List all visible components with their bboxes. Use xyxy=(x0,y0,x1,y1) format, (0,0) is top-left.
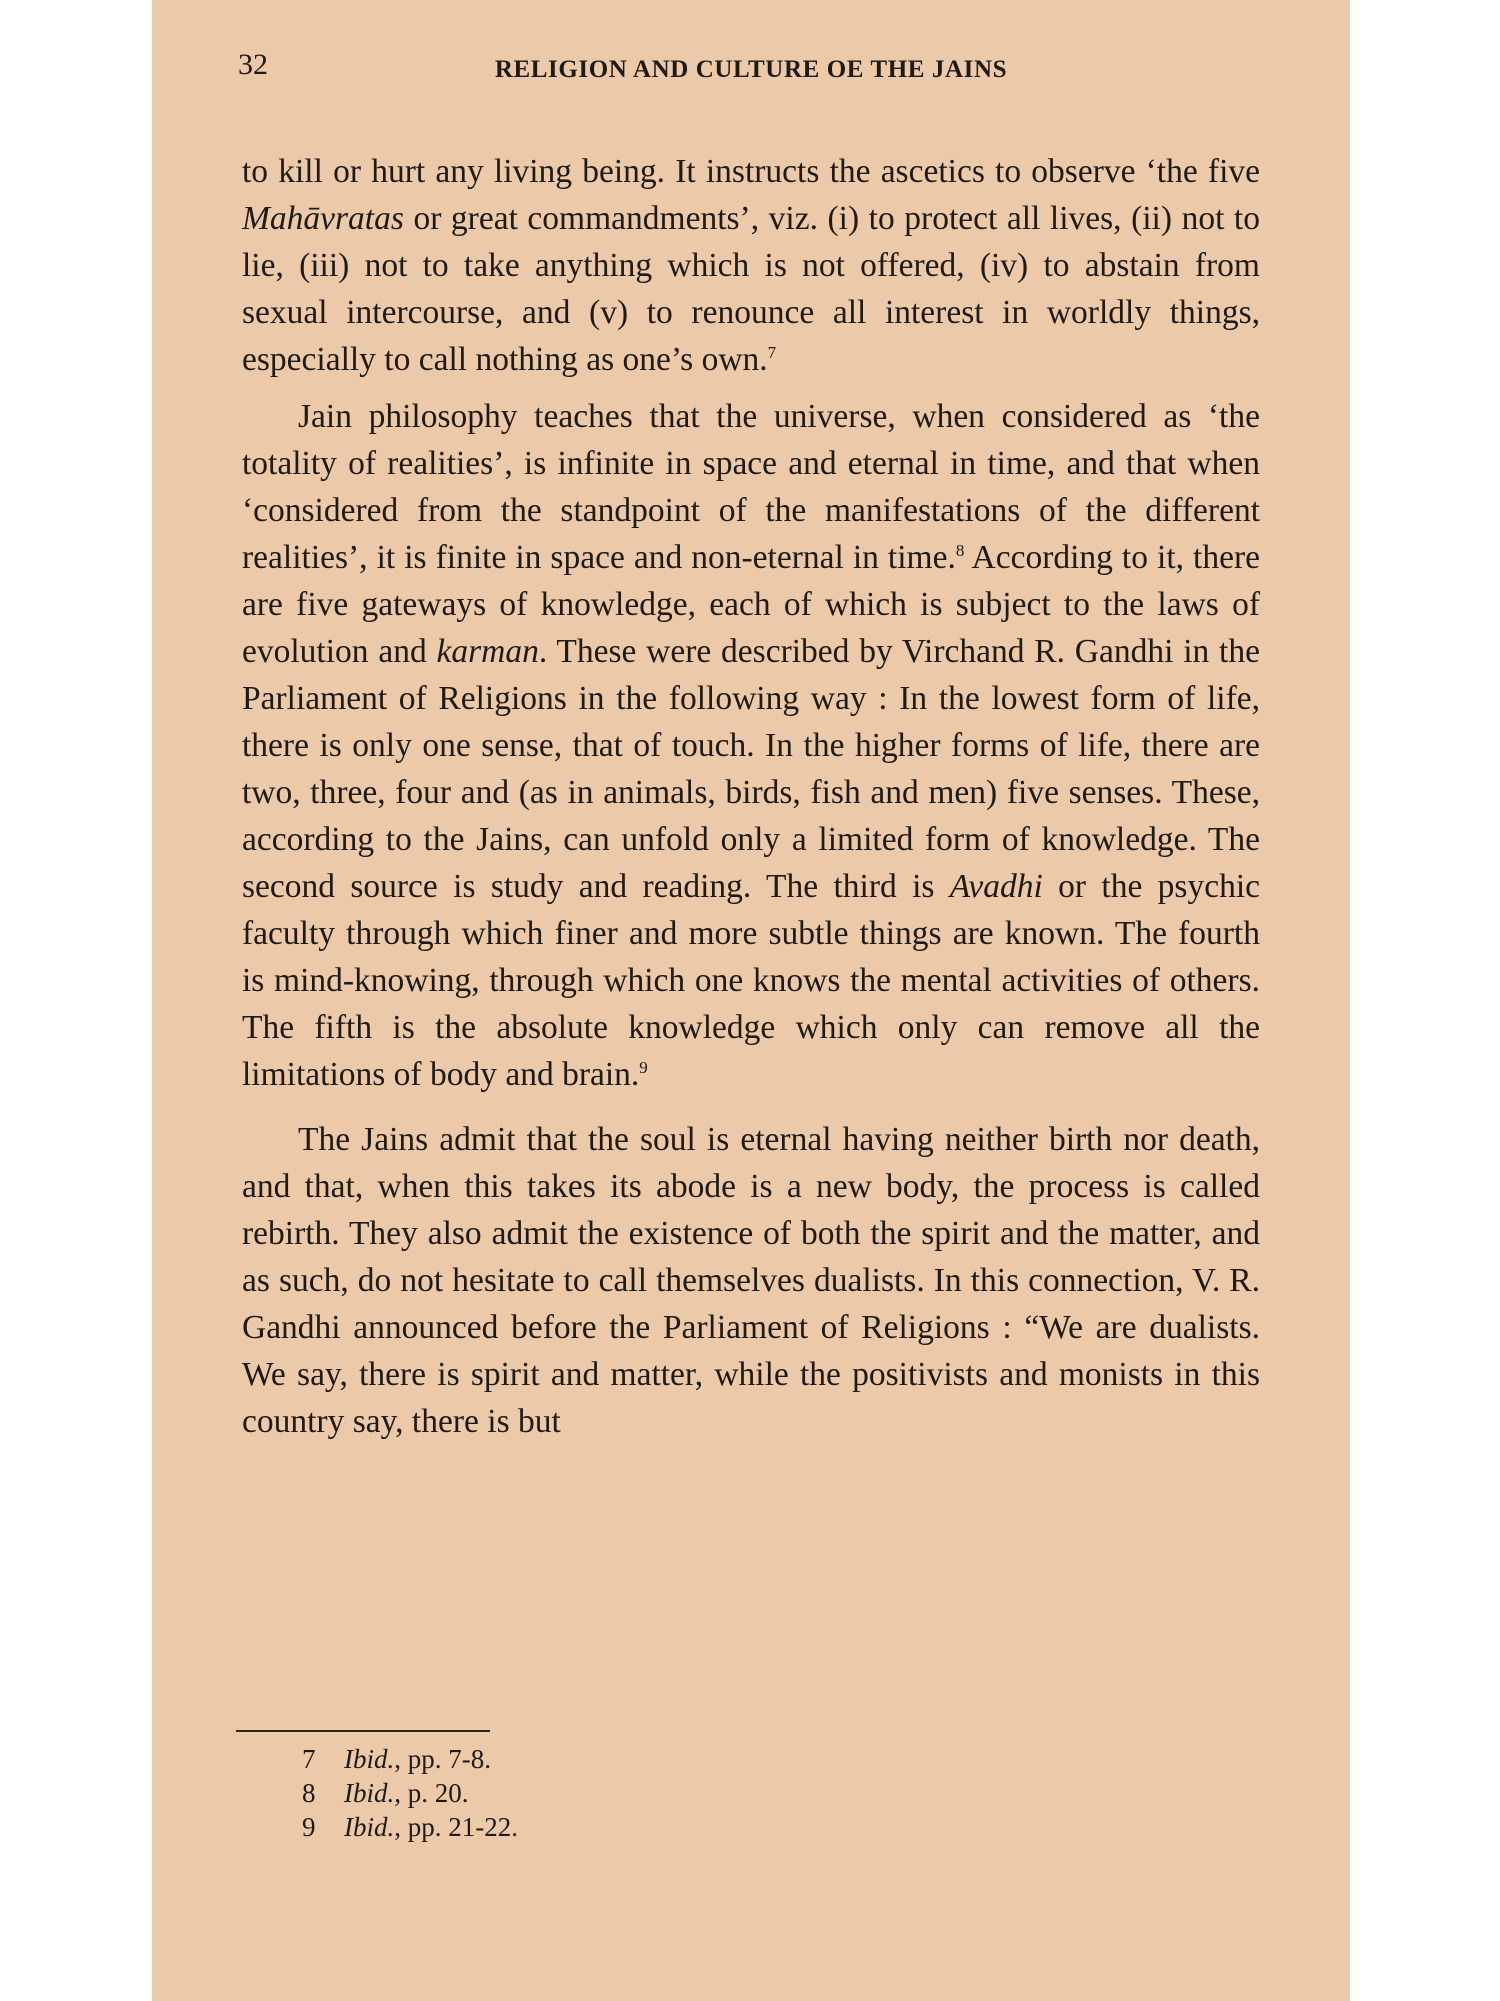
footnote-ref-text: Ibid. xyxy=(344,1812,395,1842)
body-text xyxy=(242,148,1260,1445)
text-span: to kill or hurt any living being. It instructs the ascetics to observe ‘the five xyxy=(242,153,1260,190)
footnote-ref: 7 xyxy=(767,343,777,362)
text-span: or great commandments’, viz. (i) to protect all lives, (ii) not to lie, (iii) not to take anything which is not offered, (iv) to abstain from sexual intercourse, and (v) to renounce all interest in worldly things, especially to call nothing as one’s own. xyxy=(242,200,1260,378)
footnote-item xyxy=(236,1810,1136,1844)
text-span: or the psychic faculty through which finer and more subtle things are known. The fourth is mind-knowing, through which one knows the mental activities of others. The fifth is the absolute knowledge which only can remove all the limitations of body and brain. xyxy=(242,868,1261,1093)
footnotes xyxy=(236,1730,1136,1844)
footnote-ref-text: Ibid. xyxy=(344,1778,395,1808)
paragraph-3 xyxy=(242,1116,1260,1445)
footnote-number: 9 xyxy=(302,1812,316,1842)
italic-term: karman xyxy=(436,633,539,670)
footnote-number: 7 xyxy=(302,1744,316,1774)
text-span: . These were described by Virchand R. Gandhi in the Parliament of Religions in the following way : In the lowest form of life, there is only one sense, that of touch. In the higher forms of life, there are two, three, four and (as in animals, birds, fish and men) five senses. These, according to the Jains, can unfold only a limited form of knowledge. The second source is study and reading. The third is xyxy=(242,633,1260,905)
italic-term: Mahāvratas xyxy=(242,200,404,237)
footnote-pages: , pp. 7-8. xyxy=(394,1744,491,1774)
page-header xyxy=(238,48,1264,98)
page-number: 32 xyxy=(238,48,268,81)
footnote-ref: 9 xyxy=(639,1058,648,1077)
book-page xyxy=(152,0,1350,2001)
italic-term: Avadhi xyxy=(949,868,1043,905)
paragraph-1 xyxy=(242,148,1260,383)
text-span: The Jains admit that the soul is eternal having neither birth nor death, and that, when this takes its abode is a new body, the process is called rebirth. They also admit the existence of both the spirit and the matter, and as such, do not hesitate to call themselves dualists. In this connection, V. R. Gandhi announced before the Parliament of Religions : “We are dualists. We say, there is spirit and matter, while the positivists and monists in this country say, there is but xyxy=(242,1121,1260,1440)
footnote-number: 8 xyxy=(302,1778,316,1808)
footnote-pages: , p. 20. xyxy=(394,1778,469,1808)
footnote-divider xyxy=(236,1730,490,1732)
footnote-pages: , pp. 21-22. xyxy=(394,1812,518,1842)
running-title: RELIGION AND CULTURE OE THE JAINS xyxy=(494,56,1008,83)
footnote-ref: 8 xyxy=(955,541,965,560)
text-span: Jain philosophy teaches that the universe, when considered as ‘the totality of realities’, is infinite in space and eternal in time, and that when ‘considered from the standpoint of the manifestations of the different realities’, it is finite in space and non-eternal in time. xyxy=(242,398,1260,576)
footnote-ref-text: Ibid. xyxy=(344,1744,395,1774)
footnote-item xyxy=(236,1742,1136,1776)
footnote-item xyxy=(236,1776,1136,1810)
paragraph-2 xyxy=(242,393,1260,1098)
text-span: According to it, there are five gateways of knowledge, each of which is subject to the laws of evolution and xyxy=(242,539,1260,670)
